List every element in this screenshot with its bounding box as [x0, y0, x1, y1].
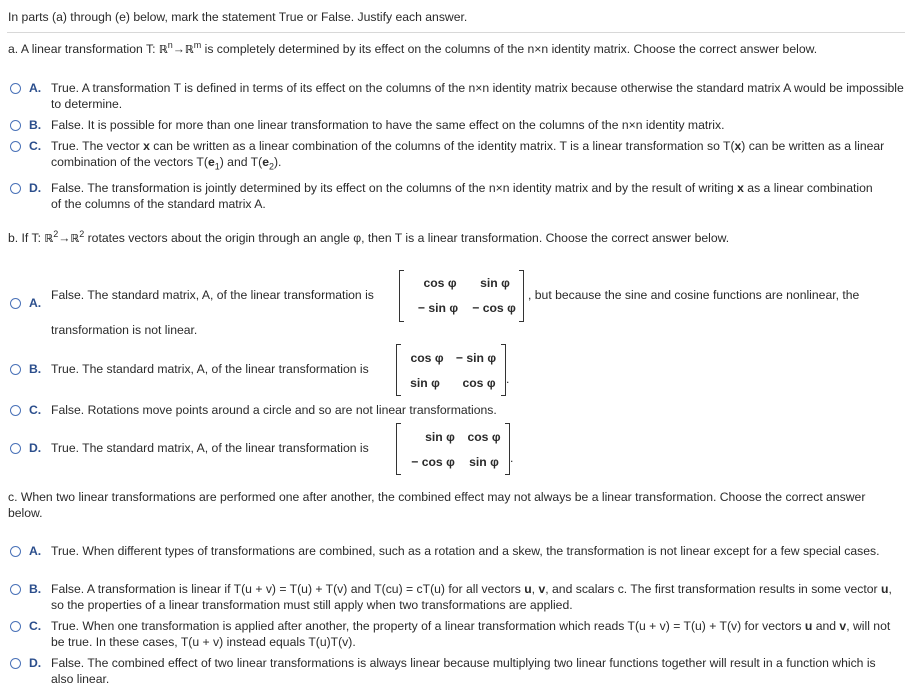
part-c-option-b-text[interactable]: False. A transformation is linear if T(u + v) = T(u) + T(v) and T(cu) = cT(u) for all vectors u, v, and scalars c. The first transformation results in some vector u, so the properties of a linear transformation must still apply when two transformations are applied.: [51, 582, 892, 612]
part-c-option-a-radio[interactable]: [10, 546, 21, 557]
part-a-option-d-letter: D.: [29, 181, 42, 195]
part-b-option-a-text[interactable]: False. The standard matrix, A, of the linear transformation is: [51, 288, 374, 302]
part-b-option-a-after: , but because the sine and cosine functions are nonlinear, the: [528, 288, 860, 302]
part-a-option-c-text[interactable]: True. The vector x can be written as a linear combination of the columns of the identity matrix. T is a linear transformation so T(x) can be written as a linear combination of the vectors $T(e_1)$ and $T(e_2)$.: [51, 139, 885, 172]
part-b-option-b-matrix: cos φ − sin φ sin φ cos φ: [396, 344, 506, 396]
part-b-option-c-text[interactable]: False. Rotations move points around a circle and so are not linear transformations.: [51, 403, 497, 417]
part-c-question: c. When two linear transformations are performed one after another, the combined effect may not always be a linear transformation. Choose the correct answer below.: [8, 490, 866, 520]
part-a-option-c-radio[interactable]: [10, 141, 21, 152]
part-b-question: b. If T: ℝ$^2$→ℝ$^2$ rotates vectors about the origin through an angle φ, then T is a linear transformation. Choose the correct answer below.: [8, 228, 730, 245]
part-a-option-a-radio[interactable]: [10, 83, 21, 94]
part-a-option-a-text[interactable]: True. A transformation T is defined in terms of its effect on the columns of the n×n identity matrix because otherwise the standard matrix A would be impossible to determine.: [51, 81, 904, 111]
intro-text: In parts (a) through (e) below, mark the statement True or False. Justify each answer.: [8, 10, 468, 24]
part-c-option-b-radio[interactable]: [10, 584, 21, 595]
part-b-option-d-matrix: sin φ cos φ − cos φ sin φ: [396, 423, 510, 475]
part-b-option-c-radio[interactable]: [10, 405, 21, 416]
part-b-option-d-after: .: [510, 451, 514, 465]
part-c-option-b-letter: B.: [29, 582, 42, 596]
part-b-option-c-letter: C.: [29, 403, 42, 417]
part-b-option-d-letter: D.: [29, 441, 42, 455]
part-b-option-b-after: .: [506, 372, 510, 386]
part-c-option-d-text[interactable]: False. The combined effect of two linear transformations is always linear because multiplying two linear functions together will result in a function which is also linear.: [51, 656, 876, 686]
part-c-option-a-text[interactable]: True. When different types of transformations are combined, such as a rotation and a skew, the transformation is not linear except for a few special cases.: [51, 544, 880, 558]
part-a-option-a-letter: A.: [29, 81, 42, 95]
part-b-option-b-radio[interactable]: [10, 364, 21, 375]
part-b-option-a-radio[interactable]: [10, 298, 21, 309]
part-c-option-c-text[interactable]: True. When one transformation is applied after another, the property of a linear transformation which reads T(u + v) = T(u) + T(v) for vectors u and v, will not be true. In these cases, T(u + v) instead equals T(u)T(v).: [51, 619, 891, 649]
part-a-option-d-radio[interactable]: [10, 183, 21, 194]
part-b-option-a-letter: A.: [29, 296, 42, 310]
part-b-option-d-text[interactable]: True. The standard matrix, A, of the linear transformation is: [51, 441, 369, 455]
part-b-option-b-text[interactable]: True. The standard matrix, A, of the linear transformation is: [51, 362, 369, 376]
part-c-option-c-letter: C.: [29, 619, 42, 633]
part-a-option-b-radio[interactable]: [10, 120, 21, 131]
part-c-option-d-radio[interactable]: [10, 658, 21, 669]
part-b-option-a-matrix: cos φ sin φ − sin φ − cos φ: [399, 270, 524, 322]
part-b-option-a-line2: transformation is not linear.: [51, 323, 198, 337]
divider: [7, 32, 905, 33]
part-c-option-a-letter: A.: [29, 544, 42, 558]
part-a-option-c-letter: C.: [29, 139, 42, 153]
part-a-option-b-text[interactable]: False. It is possible for more than one linear transformation to have the same effect on the columns of the n×n identity matrix.: [51, 118, 725, 132]
part-a-option-d-text[interactable]: False. The transformation is jointly determined by its effect on the columns of the n×n identity matrix and by the result of writing x as a linear combination of the columns of the standard matrix A.: [51, 181, 873, 211]
part-a-question: a. A linear transformation T: ℝ$^n$→ℝ$^m$ is completely determined by its effect on the columns of the n×n identity matrix. Choose the correct answer below.: [8, 39, 818, 56]
part-c-option-d-letter: D.: [29, 656, 42, 670]
part-a-option-b-letter: B.: [29, 118, 42, 132]
part-b-option-b-letter: B.: [29, 362, 42, 376]
part-c-option-c-radio[interactable]: [10, 621, 21, 632]
part-b-option-d-radio[interactable]: [10, 443, 21, 454]
